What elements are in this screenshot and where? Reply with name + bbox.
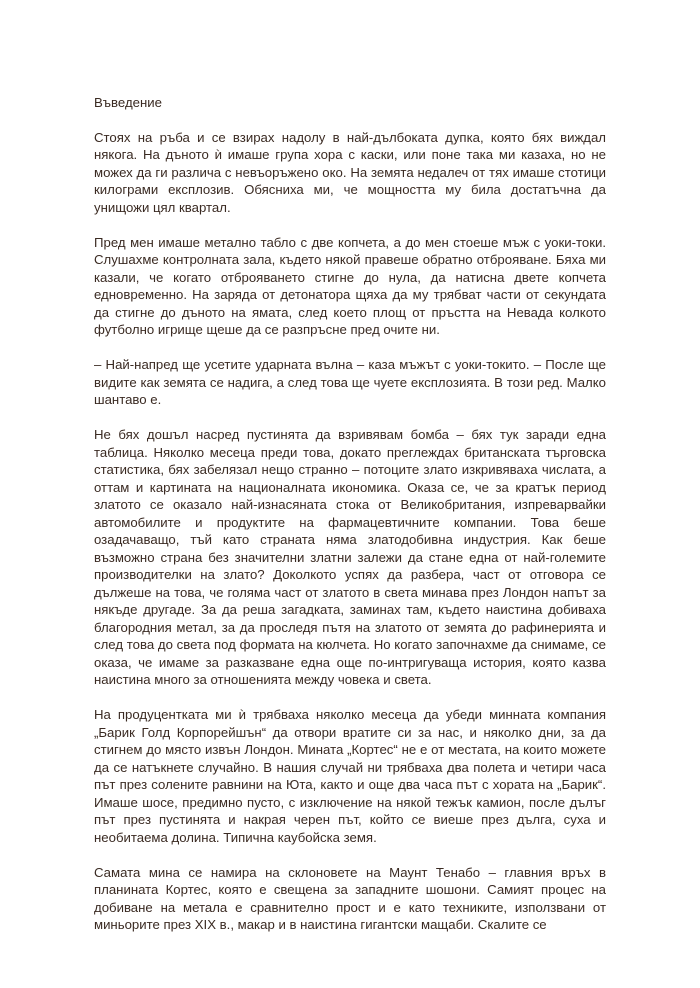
paragraph-6: Самата мина се намира на склоновете на Маунт Тенабо – главния връх в планината Кортес, която е свещена за западните шошони. Самият процес на добиване на метала е сравнително прост и е като техниките, използвани от миньорите през XIX в., макар и в наистина гигантски мащаби. Скалите се [94,864,606,932]
paragraph-4: Не бях дошъл насред пустинята да взривявам бомба – бях тук заради една таблица. Няколко месеца преди това, докато преглеждах британската търговска статистика, бях забелязал нещо странно – потоците злато изкривяваха числата, а оттам и картината на националната икономика. Оказа се, че за кратък период златото се оказало най-изнасяната стока от Великобритания, изпреварвайки автомобилите и продуктите на фармацевтичните компании. Това беше озадачаващо, тъй като страната няма златодобивна индустрия. Как беше възможно страна без значителни златни залежи да стане една от най-големите производителки на злато? Доколкото успях да разбера, част от отговора се дължеше на това, че голяма част от златото в света минава през Лондон напът за някъде другаде. За да реша загадката, заминах там, където наистина добиваха благородния метал, за да проследя пътя на златото от земята до рафинерията и след това до света под формата на кюлчета. Но когато започнахме да снимаме, се оказа, че имаме за разказване една още по-интригуваща история, която казва наистина много за отношенията между човека и света. [94,427,606,687]
paragraph-3: – Най-напред ще усетите ударната вълна – каза мъжът с уоки-токито. – После ще видите как земята се надига, а след това ще чуете експлозията. В този ред. Малко шантаво е. [94,357,606,407]
section-heading: Въведение [94,95,162,110]
paragraph-5: На продуцентката ми ѝ трябваха няколко месеца да убеди минната компания „Барик Голд Корпорейшън“ да отвори вратите си за нас, и няколко дни, за да стигнем до място извън Лондон. Мината „Кортес“ не е от местата, на които можете да се натъкнете случайно. В нашия случай ни трябваха два полета и четири часа път през солените равнини на Юта, както и още два часа път с хората на „Барик“. Имаше шосе, предимно пусто, с изключение на някой тежък камион, после дълъг път през пустинята и накрая черен път, който се виеше през дълга, суха и необитаема долина. Типична каубойска земя. [94,707,606,845]
paragraph-2: Пред мен имаше метално табло с две копчета, а до мен стоеше мъж с уоки-токи. Слушахме контролната зала, където някой правеше обратно отброяване. Бяха ми казали, че когато отброяването стигне до нула, да натисна двете копчета едновременно. На заряда от детонатора щяха да му трябват части от секундата да стигне до дъното на ямата, след което площ от пръстта на Невада колкото футболно игрище щеше да се разпръсне пред очите ни. [94,234,606,337]
document-body [94,94,606,951]
paragraph-1: Стоях на ръба и се взирах надолу в най-дълбоката дупка, която бях виждал някога. На дъното ѝ имаше група хора с каски, или поне така ми казаха, но не можех да ги различа с невъоръжено око. На земята недалеч от тях имаше стотици килограми експлозив. Обясниха ми, че мощността му била достатъчна да унищожи цял квартал. [94,129,606,215]
